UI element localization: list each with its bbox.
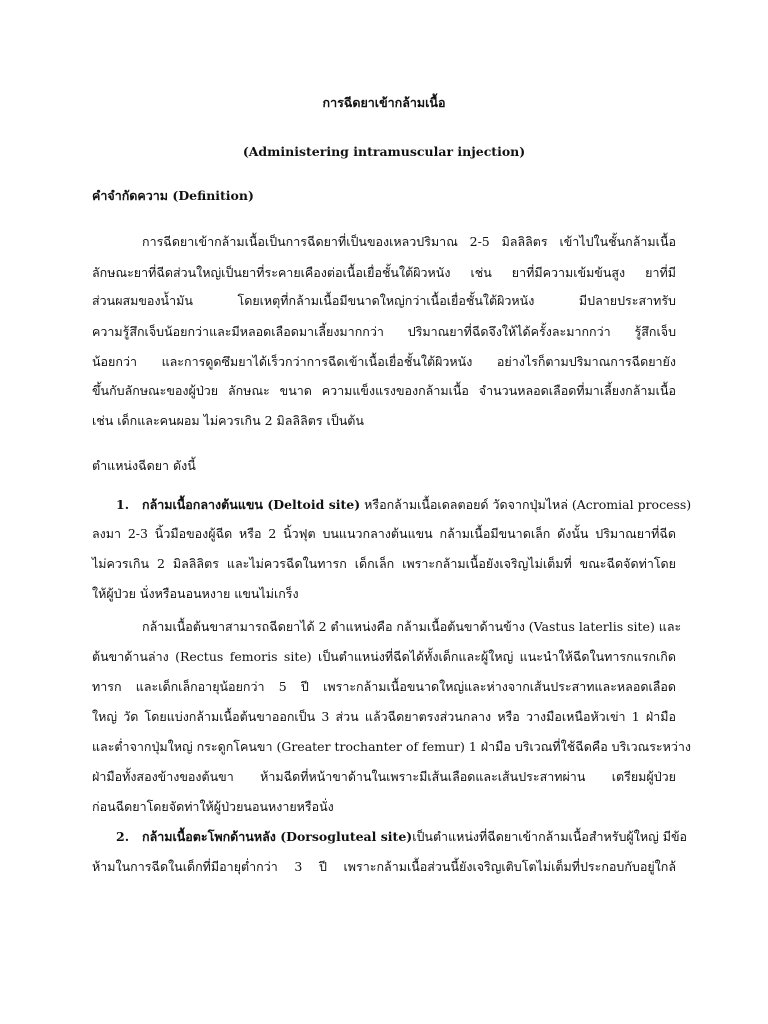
site1-line: ให้ผู้ป่วย นั่งหรือนอนหงาย แขนไม่เกร็ง [92,586,299,601]
site2-first-line [116,824,688,850]
thigh-line: ต้นขาด้านล่าง (Rectus femoris site) เป็นตำแหน่งที่ฉีดได้ทั้งเด็กและผู้ใหญ่ แนะนำให้ฉีดในทารกแรกเกิด [92,649,676,664]
thigh-line: ก่อนฉีดยาโดยจัดท่าให้ผู้ป่วยนอนหงายหรือนั่ง [92,799,334,814]
definition-line: ลักษณะยาที่ฉีดส่วนใหญ่เป็นยาที่ระคายเคืองต่อเนื้อเยื่อชั้นใต้ผิวหนัง เช่น ยาที่มีความเข้มข้นสูง ยาที่มี [92,265,676,280]
definition-line: น้อยกว่า และการดูดซึมยาได้เร็วกว่าการฉีดเข้าเนื้อเยื่อชั้นใต้ผิวหนัง อย่างไรก็ตามปริมาณการฉีดยายัง [92,354,676,369]
site2-line: ห้ามในการฉีดในเด็กที่มีอายุต่ำกว่า 3 ปี เพราะกล้ามเนื้อส่วนนี้ยังเจริญเติบโตไม่เต็มที่ประกอบกับอยู่ใกล้ [92,859,676,874]
definition-line: การฉีดยาเข้ากล้ามเนื้อเป็นการฉีดยาที่เป็นของเหลวปริมาณ 2-5 มิลลิลิตร เข้าไปในชั้นกล้ามเนื้อ [142,234,676,249]
thigh-line: ฝ่ามือทั้งสองข้างของต้นขา ห้ามฉีดที่หน้าขาด้านในเพราะมีเส้นเลือดและเส้นประสาทผ่าน เตรียมผู้ป่วย [92,769,676,784]
site1-title: กล้ามเนื้อกลางต้นแขน (Deltoid site) [142,497,361,512]
document-subtitle: (Administering intramuscular injection) [242,144,526,159]
site1-first-line [116,492,692,518]
thigh-line: ทารก และเด็กเล็กอายุน้อยกว่า 5 ปี เพราะกล้ามเนื้อขนาดใหญ่และห่างจากเส้นประสาทและหลอดเลือด [92,679,676,694]
thigh-line: กล้ามเนื้อต้นขาสามารถฉีดยาได้ 2 ตำแหน่งคือ กล้ามเนื้อต้นขาด้านข้าง (Vastus laterlis site) และ [142,619,682,634]
definition-heading: คำจำกัดความ (Definition) [92,188,254,203]
thigh-line: ใหญ่ วัด โดยแบ่งกล้ามเนื้อต้นขาออกเป็น 3 ส่วน แล้วฉีดยาตรงส่วนกลาง หรือ วางมือเหนือหัวเข่า 1 ฝ่ามือ [92,709,676,724]
site1-line: ลงมา 2-3 นิ้วมือของผู้ฉีด หรือ 2 นิ้วฟุต บนแนวกลางต้นแขน กล้ามเนื้อมีขนาดเล็ก ดังนั้น ปริมาณยาที่ฉีด [92,526,676,541]
definition-line: ขึ้นกับลักษณะของผู้ป่วย ลักษณะ ขนาด ความแข็งแรงของกล้ามเนื้อ จำนวนหลอดเลือดที่มาเลี้ยงกล้ามเนื้อ [92,383,676,398]
definition-line: ส่วนผสมของน้ำมัน โดยเหตุที่กล้ามเนื้อมีขนาดใหญ่กว่าเนื้อเยื่อชั้นใต้ผิวหนัง มีปลายประสาทรับ [92,293,676,308]
thigh-line: และต่ำจากปุ่มใหญ่ กระดูกโคนขา (Greater trochanter of femur) 1 ฝ่ามือ บริเวณที่ใช้ฉีดคือ บริเวณระหว่าง [92,739,692,754]
sites-heading: ตำแหน่งฉีดยา ดังนี้ [92,458,196,473]
site2-title: กล้ามเนื้อตะโพกด้านหลัง (Dorsogluteal site) [142,829,413,844]
site1-line: ไม่ควรเกิน 2 มิลลิลิตร และไม่ควรฉีดในทารก เด็กเล็ก เพราะกล้ามเนื้อยังเจริญไม่เต็มที่ ขณะฉีดจัดท่าโดย [92,556,676,571]
document-title: การฉีดยาเข้ากล้ามเนื้อ [322,95,446,110]
site2-first-rest: เป็นตำแหน่งที่ฉีดยาเข้ากล้ามเนื้อสำหรับผู้ใหญ่ มีข้อ [412,829,688,844]
site1-number: 1. [116,497,130,512]
definition-line: ความรู้สึกเจ็บน้อยกว่าและมีหลอดเลือดมาเลี้ยงมากกว่า ปริมาณยาที่ฉีดจึงให้ได้ครั้งละมากกว่า รู้สึกเจ็บ [92,324,676,339]
site2-number: 2. [116,829,130,844]
definition-line: เช่น เด็กและคนผอม ไม่ควรเกิน 2 มิลลิลิตร เป็นต้น [92,413,364,428]
site1-first-rest: หรือกล้ามเนื้อเดลตอยด์ วัดจากปุ่มไหล่ (Acromial process) [360,497,692,512]
